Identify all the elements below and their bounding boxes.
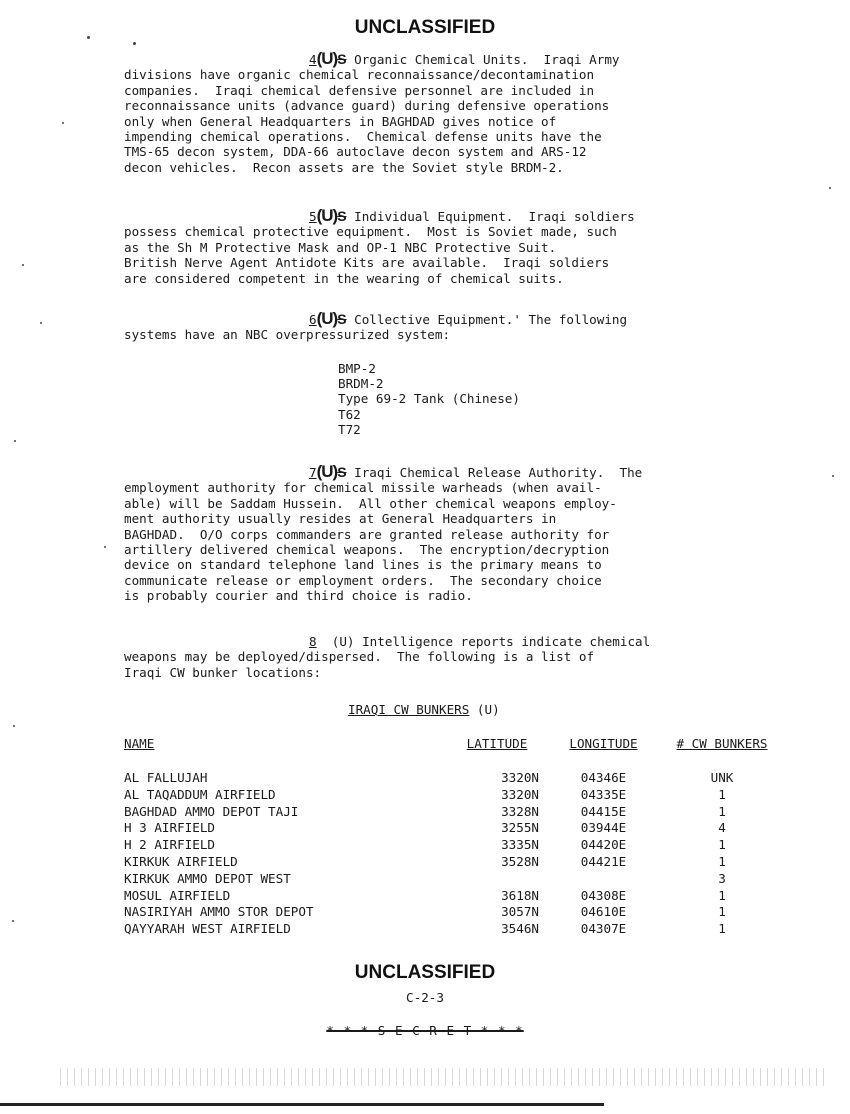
paragraph-number: 7: [309, 465, 317, 480]
scan-noise: [60, 1068, 830, 1086]
cell-bunkers: 1: [718, 904, 726, 920]
paragraph-number: 4: [309, 52, 317, 67]
column-header-bunkers: # CW BUNKERS: [676, 736, 768, 751]
cell-latitude: 3546N: [501, 921, 539, 937]
cell-longitude: [547, 871, 660, 888]
paragraph-8: [124, 634, 784, 680]
classification-mark: (U): [316, 309, 338, 328]
classification-mark: (U): [316, 462, 338, 481]
scan-speck: [829, 187, 831, 189]
scan-speck: [62, 122, 64, 124]
table-title: [348, 702, 500, 717]
scan-speck: [40, 322, 42, 324]
cell-latitude: 3320N: [501, 770, 539, 785]
cell-latitude: 3320N: [501, 786, 539, 802]
struck-marking: S: [337, 311, 347, 327]
paragraph-heading: Organic Chemical Units. Iraqi Army: [346, 52, 620, 67]
table-header-row: [124, 736, 784, 770]
paragraph-number: 8: [309, 634, 317, 649]
cell-name: KIRKUK AMMO DEPOT WEST: [124, 870, 291, 886]
list-item: BRDM-2: [338, 376, 384, 392]
cell-longitude: 04420E: [580, 837, 627, 853]
column-header-longitude: LONGITUDE: [569, 736, 638, 751]
paragraph-body: employment authority for chemical missile warheads (when avail- able) will be Saddam Hussein. All other chemical weapons employ- ment authority usually resides at General Headquarters in BAGHDAD. O/O corps commanders are granted release authority for artillery delivered chemical weapons. The encryption/decryption device on standard telephone land lines is the primary means to communicate release or employment orders. The secondary choice is probably courier and third choice is radio.: [124, 480, 617, 604]
cell-latitude: 3057N: [501, 904, 539, 920]
cell-name: BAGHDAD AMMO DEPOT TAJI: [124, 803, 299, 819]
list-item: T62: [338, 406, 361, 422]
cell-latitude: 3335N: [501, 837, 539, 853]
page-edge-rule: [0, 1103, 604, 1106]
nbc-systems-list: [338, 361, 520, 437]
table-row: [124, 921, 784, 938]
cell-latitude: [447, 871, 547, 888]
classification-mark: (U): [316, 206, 338, 225]
list-item: Type 69-2 Tank (Chinese): [338, 391, 520, 407]
scan-speck: [14, 440, 16, 442]
paragraph-body: systems have an NBC overpressurized system:: [124, 327, 451, 343]
page-number: C-2-3: [406, 990, 444, 1005]
classification-banner-top: UNCLASSIFIED: [354, 17, 496, 38]
cell-name: KIRKUK AIRFIELD: [124, 853, 238, 869]
classification-mark: (U): [316, 49, 338, 68]
classification-banner-bottom: UNCLASSIFIED: [354, 962, 496, 983]
secret-marking: [0, 1023, 850, 1038]
cell-longitude: 03944E: [580, 820, 627, 836]
paragraph-6: [124, 311, 784, 343]
paragraph-number: 5: [309, 209, 317, 224]
scan-speck: [87, 36, 90, 39]
table-row: [124, 904, 784, 921]
paragraph-heading: Iraqi Chemical Release Authority. The: [346, 465, 643, 480]
cell-longitude: 04307E: [580, 921, 627, 937]
scan-speck: [12, 920, 14, 922]
cell-longitude: 04415E: [580, 803, 627, 819]
table-row: [124, 837, 784, 854]
cell-bunkers: 1: [718, 887, 726, 903]
cell-bunkers: 1: [718, 837, 726, 853]
table-title-text: IRAQI CW BUNKERS: [348, 702, 470, 717]
paragraph-heading: Individual Equipment. Iraqi soldiers: [346, 209, 635, 224]
paragraph-7: [124, 464, 784, 604]
classification-mark-text: (U): [331, 634, 355, 649]
paragraph-body: divisions have organic chemical reconnaissance/decontamination companies. Iraqi chemical defensive personnel are included in reconnaissance units (advance guard) during defensive operations only when General Headquarters in BAGHDAD gives notice of impending chemical operations. Chemical defense units have the TMS-65 decon system, DDA-66 autoclave decon system and ARS-12 decon vehicles. Recon assets are the Soviet style BRDM-2.: [124, 67, 610, 175]
cell-longitude: 04346E: [580, 770, 627, 785]
struck-marking: S: [337, 208, 347, 224]
cell-latitude: 3528N: [501, 853, 539, 869]
struck-marking: S: [337, 464, 347, 480]
cell-name: H 2 AIRFIELD: [124, 837, 215, 853]
paragraph-body: possess chemical protective equipment. Most is Soviet made, such as the Sh M Protective Mask and OP-1 NBC Protective Suit. British Nerve Agent Antidote Kits are available. Iraqi soldiers are considered competent in the wearing of chemical suits.: [124, 224, 617, 286]
classification-mark: [317, 634, 332, 649]
cell-bunkers: 1: [718, 921, 726, 937]
paragraph-4: [124, 51, 784, 175]
secret-marking-text: * * * S E C R E T * * *: [326, 1023, 524, 1038]
table-row: [124, 820, 784, 837]
struck-marking: S: [337, 51, 347, 67]
scan-speck: [13, 725, 15, 727]
cell-latitude: 3618N: [501, 887, 539, 903]
paragraph-heading: Intelligence reports indicate chemical: [354, 634, 651, 649]
scan-speck: [22, 264, 24, 266]
scan-speck: [104, 546, 106, 548]
cell-bunkers: 1: [718, 803, 726, 819]
cell-bunkers: 1: [718, 853, 726, 869]
cell-name: AL TAQADDUM AIRFIELD: [124, 786, 276, 802]
bunker-table: [124, 736, 784, 938]
cell-name: QAYYARAH WEST AIRFIELD: [124, 921, 291, 937]
list-item: BMP-2: [338, 361, 376, 376]
table-row: [124, 804, 784, 821]
scan-speck: [133, 42, 136, 45]
cell-bunkers: 3: [718, 870, 726, 886]
cell-latitude: 3255N: [501, 820, 539, 836]
cell-name: NASIRIYAH AMMO STOR DEPOT: [124, 904, 314, 920]
column-header-name: NAME: [124, 736, 155, 751]
paragraph-heading: Collective Equipment.' The following: [346, 312, 628, 327]
cell-longitude: 04421E: [580, 853, 627, 869]
cell-latitude: 3328N: [501, 803, 539, 819]
cell-name: H 3 AIRFIELD: [124, 820, 215, 836]
column-header-latitude: LATITUDE: [466, 736, 528, 751]
cell-name: AL FALLUJAH: [124, 770, 208, 785]
table-row: [124, 787, 784, 804]
table-title-mark: (U): [476, 702, 500, 717]
table-row: [124, 871, 784, 888]
cell-bunkers: 1: [718, 786, 726, 802]
paragraph-number: 6: [309, 312, 317, 327]
list-item: T72: [338, 421, 361, 437]
cell-longitude: 04610E: [580, 904, 627, 920]
table-row: [124, 770, 784, 787]
cell-bunkers: UNK: [710, 770, 734, 785]
cell-name: MOSUL AIRFIELD: [124, 887, 231, 903]
table-row: [124, 888, 784, 905]
table-row: [124, 854, 784, 871]
cell-longitude: 04335E: [580, 786, 627, 802]
paragraph-5: [124, 208, 784, 286]
cell-bunkers: 4: [718, 820, 726, 836]
scan-speck: [832, 475, 834, 477]
paragraph-body: weapons may be deployed/dispersed. The following is a list of Iraqi CW bunker locations:: [124, 649, 595, 680]
cell-longitude: 04308E: [580, 887, 627, 903]
